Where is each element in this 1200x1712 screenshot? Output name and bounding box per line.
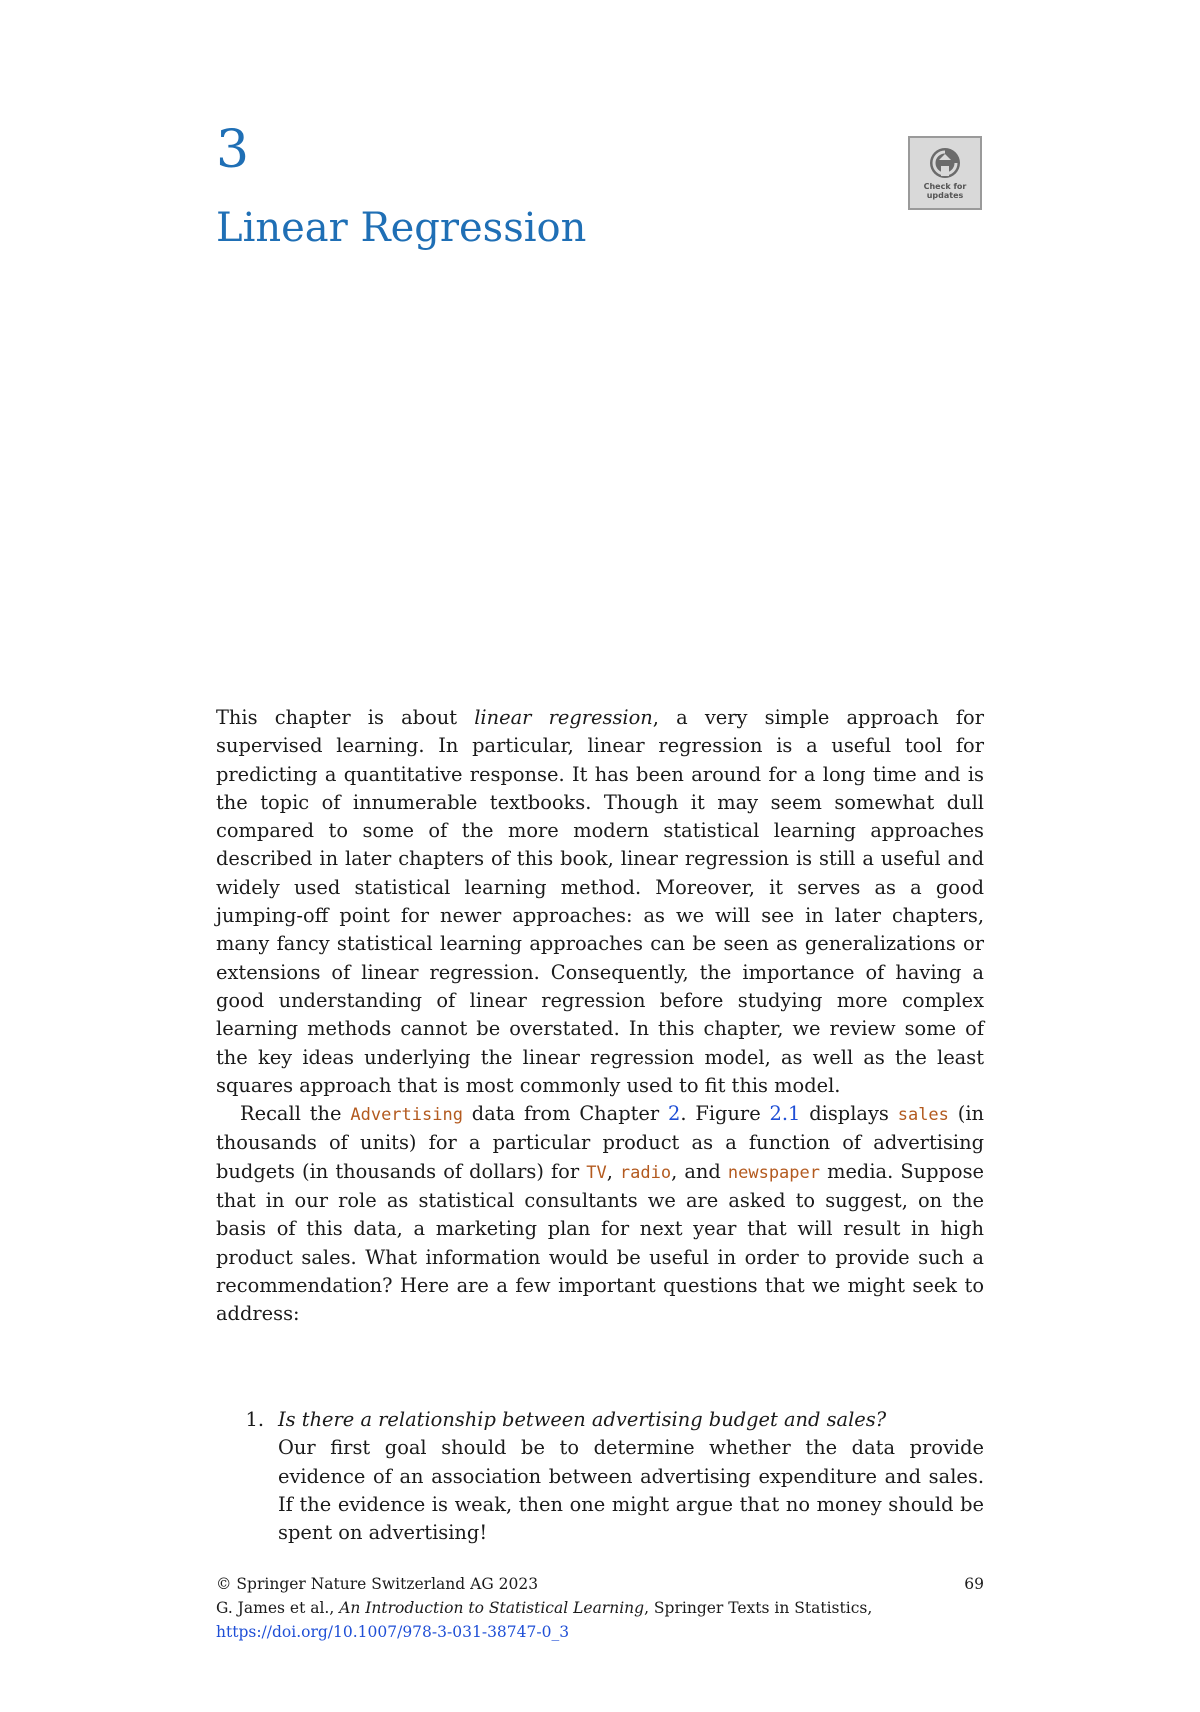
page-number: 69 <box>964 1575 984 1593</box>
badge-line1: Check for <box>923 182 967 192</box>
text-run: Recall the <box>240 1102 351 1126</box>
chapter-title: Linear Regression <box>216 205 587 251</box>
code-radio: radio <box>619 1162 672 1183</box>
paragraph-advertising <box>216 1100 984 1328</box>
text-run: , <box>606 1159 620 1183</box>
text-run: media. Suppose that in our role as statistical consultants we are asked to suggest, on the basis of this data, a marketing plan for next year that will result in high product sales. What information would be useful in order to provide such a recommendation? Here are a few important questions that we might seek to address: <box>216 1159 985 1326</box>
text-run: . Figure <box>680 1102 770 1126</box>
text-run: , and <box>671 1159 728 1183</box>
list-item <box>216 1406 984 1547</box>
text-run: displays <box>800 1102 898 1126</box>
chapter-number: 3 <box>216 120 250 180</box>
text-run: , a very simple approach for supervised learning. In particular, linear regression is a useful tool for predicting a quantitative response. It has been around for a long time and is the topic of innumerable textbooks. Though it may seem somewhat dull compared to some of the more modern statistical learning approaches described in later chapters of this book, linear regression is still a useful and widely used statistical learning method. Moreover, it serves as a good jumping-off point for newer approaches: as we will see in later chapters, many fancy statistical learning approaches can be seen as generalizations or extensions of linear regression. Consequently, the importance of having a good understanding of linear regression before studying more complex learning methods cannot be overstated. In this chapter, we review some of the key ideas underlying the linear regression model, as well as the least squares approach that is most commonly used to fit this model. <box>216 706 985 1097</box>
check-for-updates-icon <box>928 146 962 180</box>
list-question: Is there a relationship between advertising budget and sales? <box>278 1408 887 1431</box>
citation-title: An Introduction to Statistical Learning <box>339 1599 645 1617</box>
paragraph-intro <box>216 704 984 1100</box>
text-run: (in thousands of units) for a particular product as a function of advertising budgets (in thousands of dollars) for <box>216 1102 985 1183</box>
list-number: 1. <box>245 1408 264 1431</box>
figure-link[interactable]: 2.1 <box>769 1102 801 1126</box>
badge-label <box>924 183 967 200</box>
check-for-updates-badge[interactable] <box>908 136 982 210</box>
code-newspaper: newspaper <box>727 1162 820 1183</box>
page-footer <box>216 1572 984 1644</box>
emphasis-term: linear regression <box>474 706 653 729</box>
copyright-notice: © Springer Nature Switzerland AG 2023 <box>216 1575 539 1593</box>
chapter-body <box>216 704 984 1329</box>
code-sales: sales <box>897 1105 949 1126</box>
badge-line2: updates <box>926 190 964 200</box>
citation-series: , Springer Texts in Statistics, <box>644 1599 873 1617</box>
chapter-link[interactable]: 2 <box>668 1102 681 1126</box>
list-content <box>278 1406 984 1547</box>
text-run: This chapter is about <box>216 706 475 729</box>
text-run: data from Chapter <box>462 1102 669 1126</box>
question-list <box>216 1406 984 1547</box>
doi-link[interactable]: https://doi.org/10.1007/978-3-031-38747-0_3 <box>216 1623 570 1641</box>
citation <box>216 1596 984 1620</box>
citation-authors: G. James et al., <box>216 1599 340 1617</box>
code-advertising: Advertising <box>350 1105 463 1126</box>
code-tv: TV <box>586 1162 607 1183</box>
list-text: Our first goal should be to determine whether the data provide evidence of an association between advertising expenditure and sales. If the evidence is weak, then one might argue that no money should be spent on advertising! <box>278 1436 984 1545</box>
